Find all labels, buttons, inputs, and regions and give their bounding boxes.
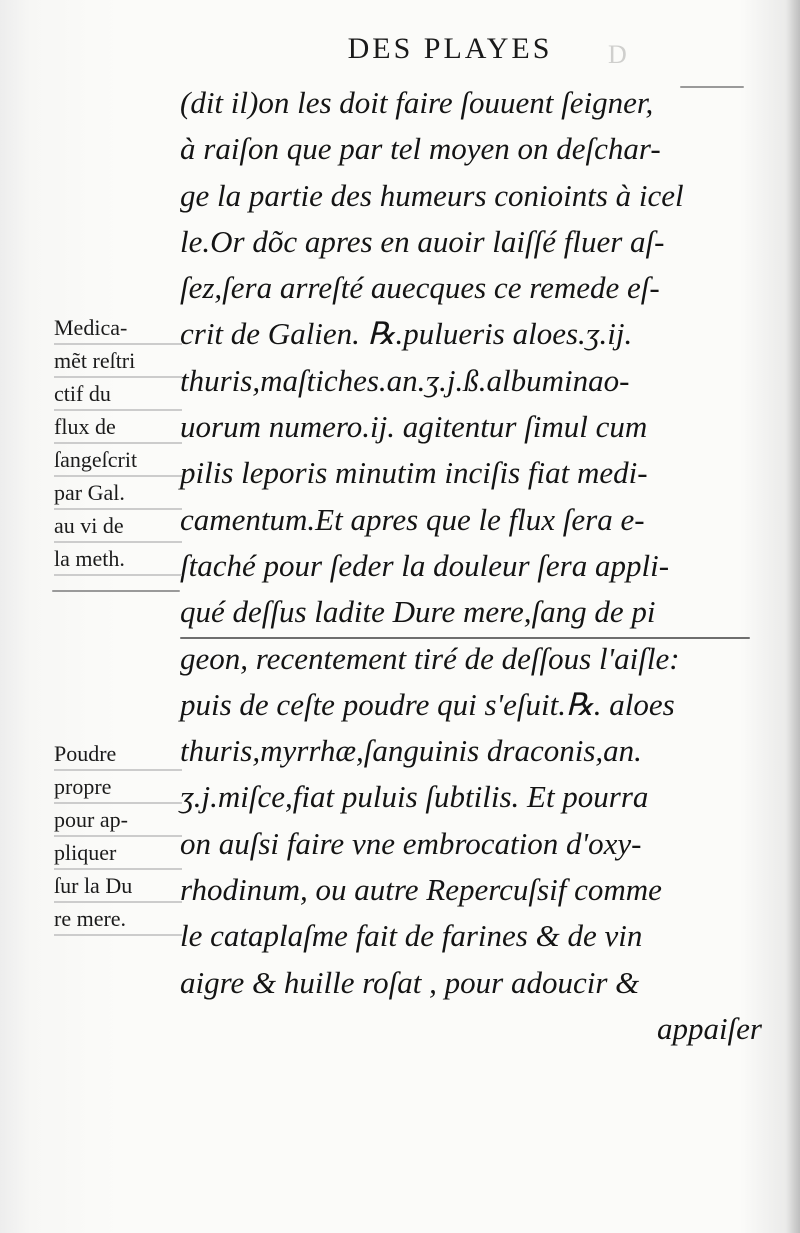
margin-note-line: re mere. [54, 904, 182, 936]
text-line: thuris,myrrhæ,ſanguinis draconis,an. [180, 733, 642, 769]
margin-note-line: pour ap- [54, 805, 182, 837]
margin-note-line: propre [54, 772, 182, 804]
handwritten-underline [52, 590, 180, 592]
text-line: camentum.Et apres que le flux ſera e- [180, 501, 645, 537]
margin-note-line: la meth. [54, 544, 182, 576]
handwritten-underline [180, 637, 750, 639]
text-line: puis de ceſte poudre qui s'eſuit.℞. aloes [180, 686, 675, 722]
running-head: DES PLAYES [347, 32, 553, 65]
text-line: ʒ.j.miſce,fiat puluis ſubtilis. Et pourra [180, 779, 649, 815]
text-line: le.Or dõc apres en auoir laiſſé fluer aſ- [180, 223, 665, 259]
text-line: ſtaché pour ſeder la douleur ſera appli- [180, 547, 670, 583]
margin-note-line: flux de [54, 412, 182, 444]
margin-note-line: ſur la Du [54, 871, 182, 903]
margin-note-line: ſangeſcrit [54, 445, 182, 477]
text-line: le cataplaſme fait de farines & de vin [180, 918, 643, 954]
handwritten-underline [680, 86, 744, 88]
margin-note-medicament [54, 313, 182, 577]
show-through-text: D [608, 40, 629, 69]
text-line: pilis leporis minutim inciſis fiat medi- [180, 455, 648, 491]
margin-note-poudre [54, 739, 182, 937]
text-line: geon, recentement tiré de deſſous l'aiſle: [180, 640, 680, 676]
text-line: rhodinum, ou autre Repercuſsif comme [180, 872, 662, 908]
margin-note-line: ctif du [54, 379, 182, 411]
margin-note-line: Medica- [54, 313, 182, 345]
text-line: ge la partie des humeurs conioints à icel [180, 177, 684, 213]
text-line: crit de Galien. ℞.pulueris aloes.ʒ.ij. [180, 316, 633, 352]
text-line: uorum numero.ij. agitentur ſimul cum [180, 409, 648, 445]
margin-note-line: au vi de [54, 511, 182, 543]
text-line: thuris,maſtiches.an.ʒ.j.ß.albuminao- [180, 362, 630, 398]
margin-note-line: mẽt reſtri [54, 346, 182, 378]
text-line: qué deſſus ladite Dure mere,ſang de pi [180, 594, 656, 630]
margin-note-line: pliquer [54, 838, 182, 870]
main-text-block [180, 80, 770, 1052]
text-line-catchword: appaiſer [656, 1010, 762, 1046]
text-line: aigre & huille roſat , pour adoucir & [180, 964, 640, 1000]
text-line: à raiſon que par tel moyen on deſchar- [180, 131, 661, 167]
page-edge-shadow [786, 0, 800, 1233]
text-line: on auſsi faire vne embrocation d'oxy- [180, 825, 642, 861]
margin-note-line: par Gal. [54, 478, 182, 510]
text-line: ſez,ſera arreſté auecques ce remede eſ- [180, 270, 660, 306]
margin-note-line: Poudre [54, 739, 182, 771]
text-line: (dit il)on les doit faire ſouuent ſeigner, [180, 85, 654, 120]
